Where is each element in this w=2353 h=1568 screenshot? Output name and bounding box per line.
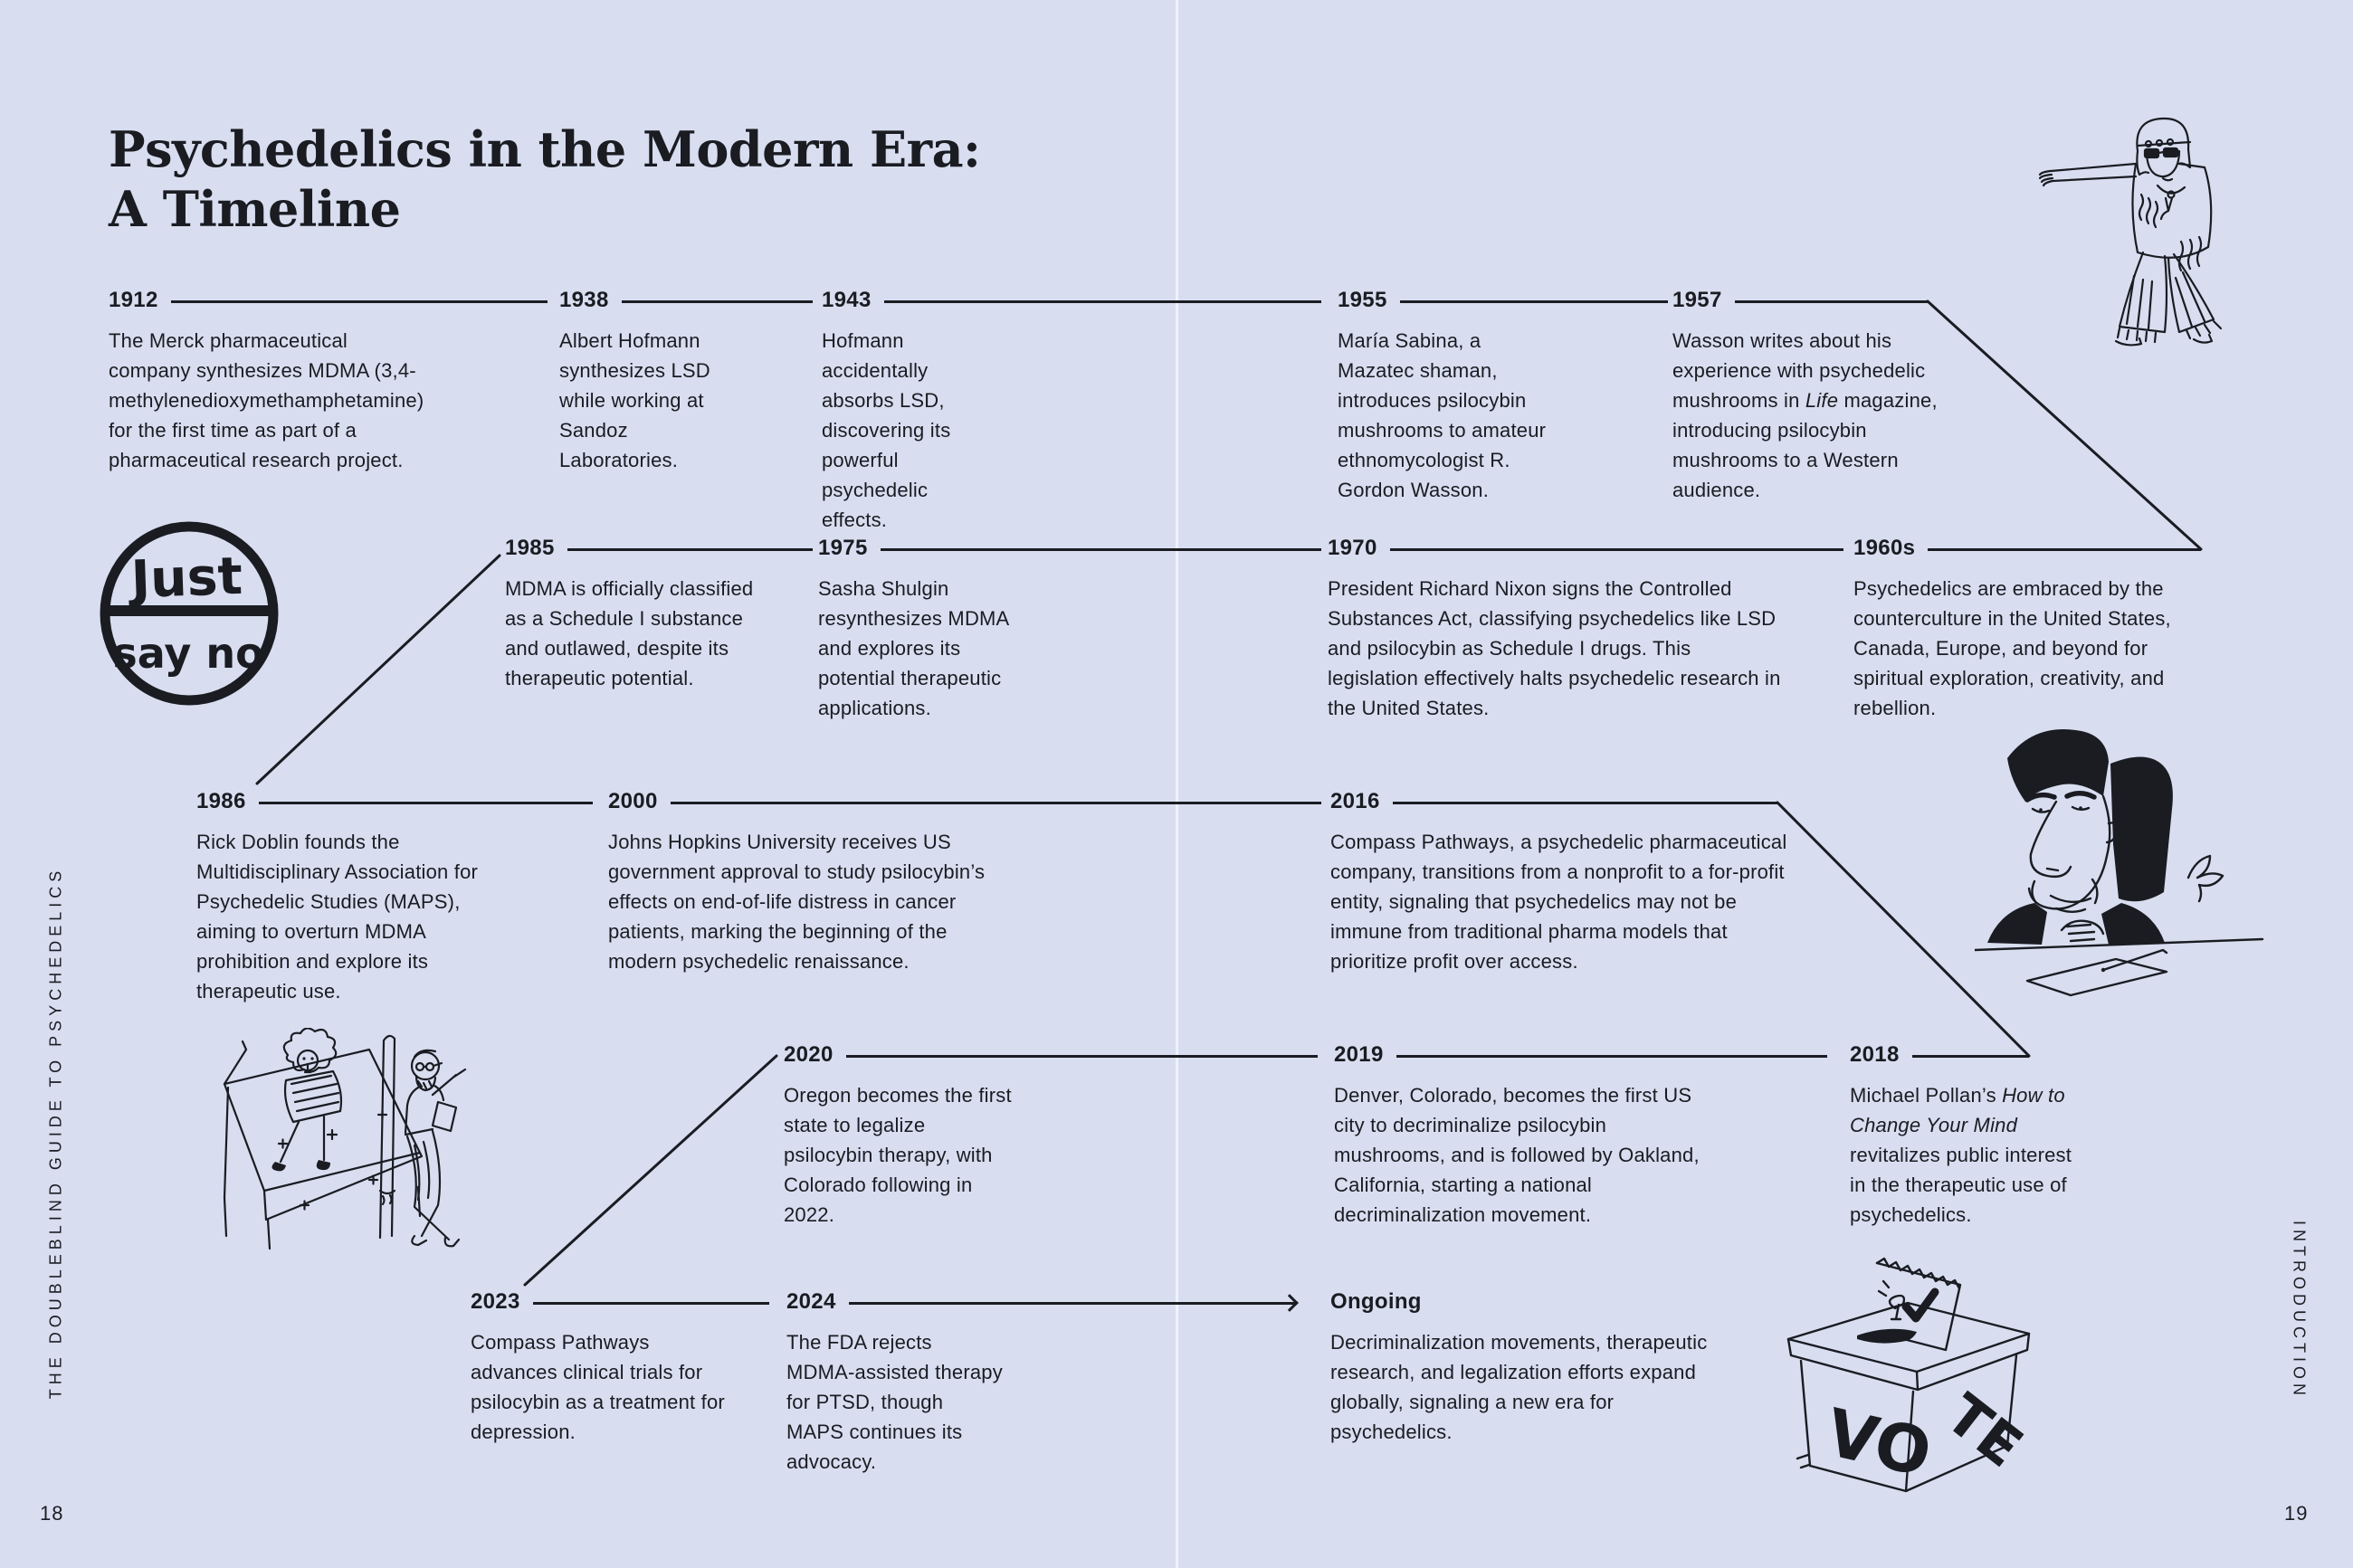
page-title-line1: Psychedelics in the Modern Era:	[109, 120, 981, 179]
timeline-entry-1986	[196, 789, 593, 1006]
page-number-left: 18	[40, 1502, 64, 1525]
page-number-right: 19	[2284, 1502, 2309, 1525]
timeline-rule	[884, 300, 1321, 303]
year-label: 1957	[1672, 288, 1722, 312]
entry-text: Denver, Colorado, becomes the first US city to decriminalize psilocybin mushrooms, and is followed by Oakland, California, starting a national decriminalization movement.	[1334, 1084, 1700, 1226]
year-label: 2020	[784, 1042, 834, 1067]
timeline-rule	[1390, 548, 1843, 551]
timeline-entry-1985	[505, 536, 813, 693]
year-label: 2018	[1850, 1042, 1900, 1067]
entry-text: Compass Pathways advances clinical trials for psilocybin as a treatment for depression.	[471, 1331, 725, 1443]
entry-text: Sasha Shulgin resynthesizes MDMA and explores its potential therapeutic applications.	[818, 577, 1009, 719]
entry-text: The Merck pharmaceutical company synthesizes MDMA (3,4-methylenedioxymethamphetamine) for the first time as part of a pharmaceutical research project.	[109, 329, 424, 471]
year-label: 1938	[559, 288, 609, 312]
entry-text: Wasson writes about his experience with psychedelic mushrooms in Life magazine, introducing psilocybin mushrooms to a Western audience.	[1672, 329, 1938, 501]
badge-text-line1: Just	[129, 546, 243, 611]
year-label: 1943	[822, 288, 872, 312]
year-label: 1955	[1338, 288, 1387, 312]
page-title	[109, 119, 981, 239]
entry-text: Psychedelics are embraced by the counterculture in the United States, Canada, Europe, and beyond for spiritual exploration, creativity, and rebellion.	[1853, 577, 2171, 719]
entry-text: Johns Hopkins University receives US government approval to study psilocybin’s effects on end-of-life distress in cancer patients, marking the beginning of the modern psychedelic renaissance.	[608, 831, 986, 973]
timeline-entry-ongoing	[1330, 1289, 1718, 1447]
timeline-rule	[1400, 300, 1668, 303]
badge-text-line2: say no	[112, 629, 264, 678]
entry-text: María Sabina, a Mazatec shaman, introduces psilocybin mushrooms to amateur ethnomycologist R. Gordon Wasson.	[1338, 329, 1547, 501]
year-label: 1986	[196, 789, 246, 813]
vote-text-front: VO	[1819, 1393, 1939, 1492]
vote-text-side: TE	[1933, 1381, 2035, 1480]
year-label: 2016	[1330, 789, 1380, 813]
year-label: 1975	[818, 536, 868, 560]
just-say-no-badge	[93, 510, 288, 723]
vote-ballot-box-illustration	[1770, 1249, 2046, 1506]
timeline-rule	[846, 1055, 1318, 1058]
timeline-entry-1970	[1328, 536, 1843, 723]
timeline-entry-1975	[818, 536, 1321, 723]
page-title-line2: A Timeline	[109, 180, 401, 239]
timeline-entry-1943	[822, 288, 1321, 535]
timeline-entry-2019	[1334, 1042, 1827, 1230]
entry-text: Compass Pathways, a psychedelic pharmaceutical company, transitions from a nonprofit to a for-profit entity, signaling that psychedelics may not be immune from traditional pharma models that prioritize profit over access.	[1330, 831, 1787, 973]
year-label: 2024	[786, 1289, 836, 1314]
timeline-entry-2000	[608, 789, 1321, 976]
timeline-rule-arrow	[849, 1302, 1295, 1305]
timeline-rule	[671, 802, 1321, 804]
timeline-entry-2023	[471, 1289, 769, 1447]
timeline-rule	[1912, 1055, 2029, 1058]
therapy-scene-illustration	[192, 1028, 481, 1281]
entry-text: The FDA rejects MDMA-assisted therapy for PTSD, though MAPS continues its advocacy.	[786, 1331, 1003, 1473]
timeline-entry-1955	[1338, 288, 1668, 505]
year-label: 2023	[471, 1289, 520, 1314]
timeline-entry-1912	[109, 288, 548, 475]
timeline-rule	[622, 300, 813, 303]
entry-text: President Richard Nixon signs the Controlled Substances Act, classifying psychedelics like LSD and psilocybin as Schedule I drugs. This legislation effectively halts psychedelic research in the United States.	[1328, 577, 1781, 719]
timeline-rule	[881, 548, 1321, 551]
nixon-caricature-illustration	[1975, 717, 2264, 1015]
timeline-rule	[171, 300, 548, 303]
timeline-rule	[1393, 802, 1777, 804]
timeline-entry-1960s	[1853, 536, 2214, 723]
year-label: 1912	[109, 288, 158, 312]
entry-text: Rick Doblin founds the Multidisciplinary Association for Psychedelic Studies (MAPS), aiming to overturn MDMA prohibition and explore its therapeutic use.	[196, 831, 479, 1003]
timeline-entry-2020	[784, 1042, 1318, 1230]
entry-text: Albert Hofmann synthesizes LSD while working at Sandoz Laboratories.	[559, 329, 710, 471]
timeline-rule	[533, 1302, 769, 1305]
entry-text: Hofmann accidentally absorbs LSD, discovering its powerful psychedelic effects.	[822, 329, 951, 531]
timeline-rule	[1735, 300, 1928, 303]
timeline-entry-2018	[1850, 1042, 2087, 1230]
timeline-rule	[259, 802, 593, 804]
timeline-entry-1957	[1672, 288, 1958, 505]
year-label: 2000	[608, 789, 658, 813]
timeline-entry-1938	[559, 288, 813, 475]
timeline-rule	[1396, 1055, 1827, 1058]
year-label: 1960s	[1853, 536, 1916, 560]
timeline-entry-2024	[786, 1289, 1295, 1477]
entry-text: Michael Pollan’s How to Change Your Mind revitalizes public interest in the therapeutic use of psychedelics.	[1850, 1084, 2072, 1226]
entry-text: Oregon becomes the first state to legalize psilocybin therapy, with Colorado following in 2022.	[784, 1084, 1012, 1226]
timeline-rule	[1928, 548, 2201, 551]
year-label: 1970	[1328, 536, 1377, 560]
entry-text: MDMA is officially classified as a Schedule I substance and outlawed, despite its therapeutic potential.	[505, 577, 754, 689]
timeline-entry-2016	[1330, 789, 1808, 976]
book-spread: Psychedelics in the Modern Era: A Timeline 1912 The Merck pharmaceutical company synthesizes MDMA (3,4-methylenedioxymethamphetamine) for the first time as part of a pharmaceutical research project. 1938 Albert Hofmann synthesizes LSD while working at Sandoz Laboratories. 1943 Hofmann accidentally absorbs LSD, discovering its powerful psychedelic effects. 1955 María Sabina, a Mazatec shaman, introduces psilocybin mushrooms to amateur ethnomycologist R. Gordon Wasson. 1957 Wasson writes about his experience with psychedelic mushrooms in Life magazine, introducing psilocybin mushrooms to a Western audience. 1985 MDMA is officially classified as a Schedule I substance and outlawed, despite its therapeutic potential. 1975 Sasha Shulgin resynthesizes MDMA and explores its potential therapeutic applications. 1970 President Richard Nixon signs the Controlled Substances Act, classifying psychedelics like LSD and psilocybin as Schedule I drugs. This legislation effectively halts psychedelic research in the United States. 1960s Psychedelics are embraced by the counterculture in the United States, Canada, Europe, and beyond for spiritual exploration, creativity, and rebellion. 1986 Rick Doblin founds the Multidisciplinary Association for Psychedelic Studies (MAPS), aiming to overturn MDMA prohibition and explore its therapeutic use. 2000 Johns Hopkins University receives US government approval to study psilocybin’s effects on end-of-life distress in cancer patients, marking the beginning of the modern psychedelic renaissance. 2016 Compass Pathways, a psychedelic pharmaceutical company, transitions from a nonprofit to a for-profit entity, signaling that psychedelics may not be immune from traditional pharma models that prioritize profit over access. 2020 Oregon becomes the first state to legalize psilocybin therapy, with Colorado following in 2022. 2019 Denver, Colorado, becomes the first US city to decriminalize psilocybin mushrooms, and is followed by Oakland, California, starting a national decriminalization movement. 2018 Michael Pollan’s How to Change Your Mind revitalizes public interest in the therapeutic use of psychedelics. 2023 Compass Pathways advances clinical trials for psilocybin as a treatment for depression. 2024 The FDA rejects MDMA-assisted therapy for PTSD, though MAPS continues its advocacy. Ongoing Decriminalization movements, therapeutic research, and legalization efforts expand globally, signaling a new era for psychedelics. Just say no VO TE THE DOUBLEBLIND GUIDE TO PSYCHEDELICS INTRODUCTION 18 19	[0, 0, 2353, 1568]
hippie-figure-illustration	[2036, 104, 2249, 366]
timeline-rule	[567, 548, 813, 551]
year-label: 2019	[1334, 1042, 1384, 1067]
year-label: Ongoing	[1330, 1289, 1422, 1314]
year-label: 1985	[505, 536, 555, 560]
entry-text: Decriminalization movements, therapeutic research, and legalization efforts expand globally, signaling a new era for psychedelics.	[1330, 1331, 1708, 1443]
